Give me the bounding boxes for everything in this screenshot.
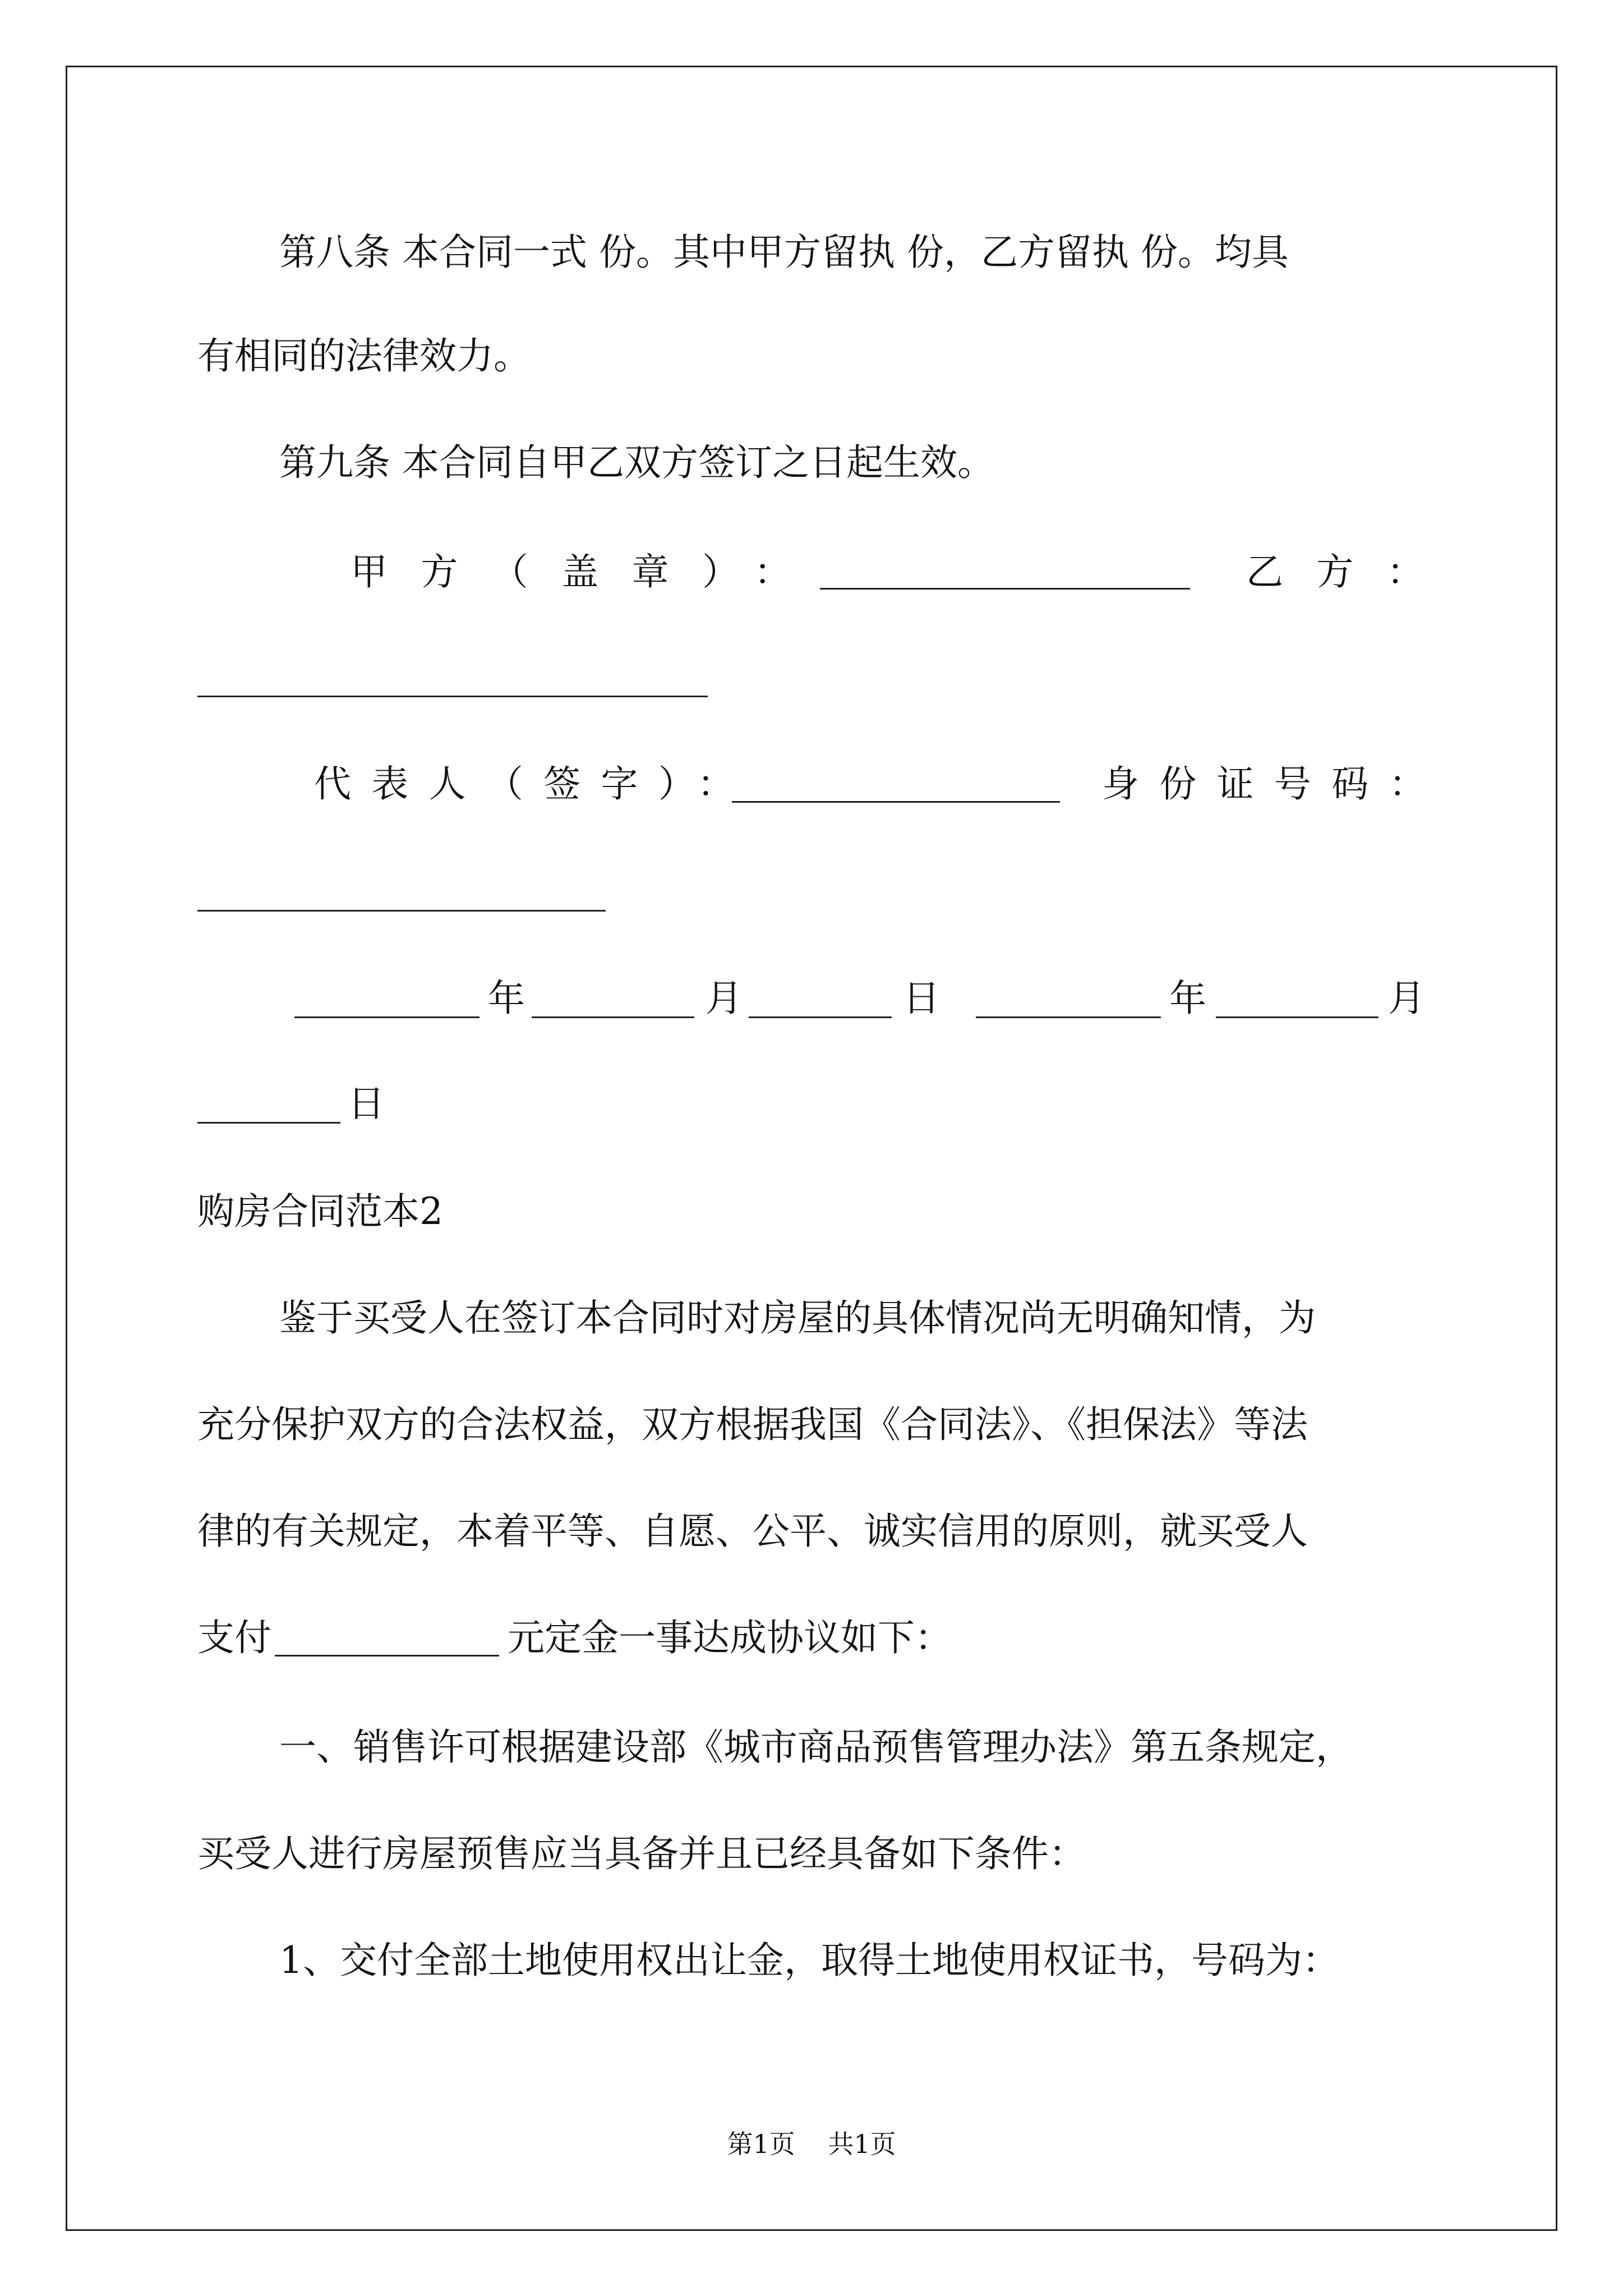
para1-line4-suffix: 元定金一事达成协议如下：	[508, 1616, 952, 1659]
party-a-signature-blank	[820, 588, 1190, 590]
para2-line1: 一、销售许可根据建设部《城市商品预售管理办法》第五条规定，	[279, 1726, 1353, 1769]
party-b-year-blank	[976, 1016, 1161, 1018]
party-a-day-blank	[749, 1016, 892, 1018]
party-b-year-label: 年	[1169, 977, 1206, 1020]
party-a-month-label: 月	[706, 977, 743, 1020]
party-a-seal-label: 甲方（盖章）：	[351, 550, 824, 593]
party-a-month-blank	[532, 1016, 694, 1018]
page-total: 共1页	[828, 2129, 896, 2159]
party-a-year-blank	[294, 1016, 479, 1018]
deposit-amount-blank	[275, 1655, 499, 1657]
para1-line3: 律的有关规定，本着平等、自愿、公平、诚实信用的原则，就买受人	[197, 1510, 1308, 1553]
id-number-label: 身份证号码：	[1102, 762, 1446, 806]
party-b-day-blank	[197, 1122, 340, 1124]
party-a-year-label: 年	[488, 977, 525, 1020]
representative-signature-blank	[732, 801, 1060, 803]
id-number-blank	[197, 910, 606, 912]
party-b-signature-blank	[197, 696, 708, 697]
para2-line2: 买受人进行房屋预售应当具备并且已经具备如下条件：	[197, 1832, 1086, 1875]
party-a-day-label: 日	[903, 977, 940, 1020]
page-footer	[0, 2127, 1623, 2161]
clause8-line1: 第八条 本合同一式 份。其中甲方留执 份，乙方留执 份。均具	[279, 231, 1289, 274]
para1-line1: 鉴于买受人在签订本合同时对房屋的具体情况尚无明确知情，为	[279, 1296, 1316, 1340]
clause9: 第九条 本合同自甲乙双方签订之日起生效。	[279, 441, 994, 484]
para1-line2: 充分保护双方的合法权益，双方根据我国《合同法》、《担保法》等法	[197, 1403, 1308, 1446]
section-title: 购房合同范本2	[197, 1190, 443, 1233]
clause8-line2: 有相同的法律效力。	[197, 334, 531, 378]
page-border	[66, 66, 1557, 2231]
party-b-day-label: 日	[348, 1082, 385, 1125]
party-b-month-blank	[1216, 1016, 1378, 1018]
para1-line4-prefix: 支付	[197, 1616, 271, 1659]
party-b-month-label: 月	[1388, 977, 1425, 1020]
party-b-label: 乙方：	[1246, 550, 1458, 593]
page-current: 第1页	[727, 2129, 795, 2159]
item1: 1、交付全部土地使用权出让金，取得土地使用权证书，号码为：	[279, 1939, 1339, 1982]
representative-label: 代表人（签字）：	[314, 762, 755, 806]
